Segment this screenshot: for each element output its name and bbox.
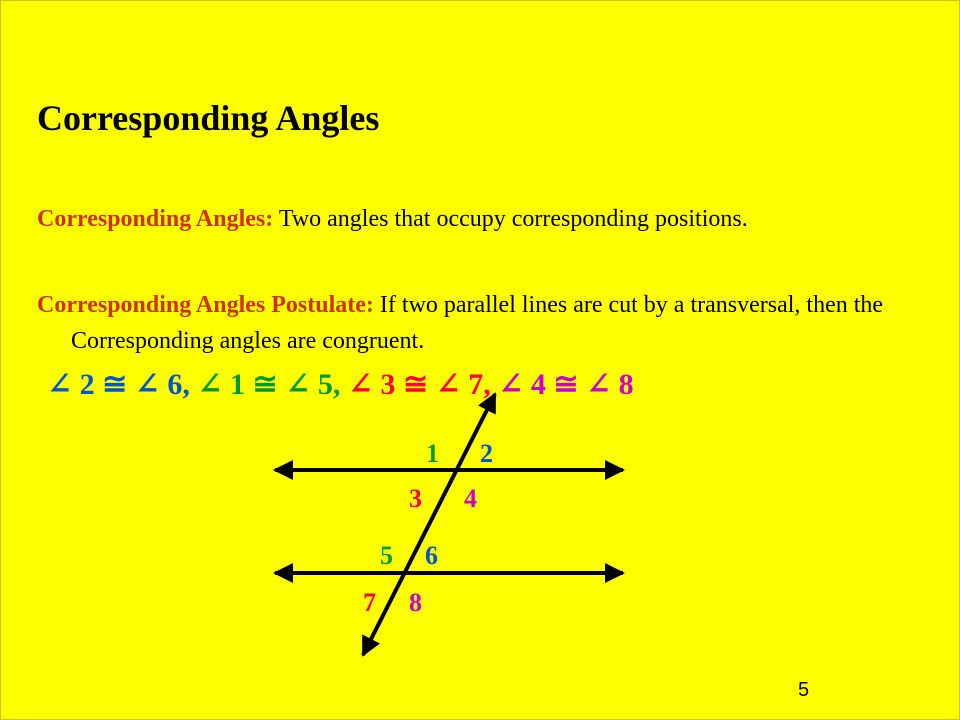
congruence-3-7: ∠ 3 ≅ ∠ 7, bbox=[347, 368, 491, 401]
definition-text: Two angles that occupy corresponding positions. bbox=[273, 206, 748, 232]
congruence-1-5: ∠ 1 ≅ ∠ 5, bbox=[197, 368, 341, 401]
congruence-2-6: ∠ 2 ≅ ∠ 6, bbox=[47, 368, 190, 401]
definition-term: Corresponding Angles: bbox=[37, 206, 274, 232]
angle-label-4: 4 bbox=[464, 484, 477, 513]
postulate-term: Corresponding Angles Postulate: bbox=[37, 292, 374, 318]
congruence-4-8: ∠ 4 ≅ ∠ 8 bbox=[498, 368, 634, 401]
postulate-text: If two parallel lines are cut by a transversal, then the Corresponding angles are congruent. bbox=[71, 292, 884, 354]
angle-label-2: 2 bbox=[480, 439, 493, 468]
angle-label-3: 3 bbox=[409, 484, 422, 513]
slide-title: Corresponding Angles bbox=[37, 98, 380, 138]
angle-label-5: 5 bbox=[380, 541, 393, 570]
transversal-line bbox=[363, 394, 495, 655]
angle-label-6: 6 bbox=[425, 541, 438, 570]
angle-label-7: 7 bbox=[363, 588, 376, 617]
angle-label-1: 1 bbox=[426, 439, 439, 468]
page-number: 5 bbox=[798, 679, 810, 701]
parallel-lines-figure bbox=[1, 1, 959, 719]
angle-label-8: 8 bbox=[409, 588, 422, 617]
